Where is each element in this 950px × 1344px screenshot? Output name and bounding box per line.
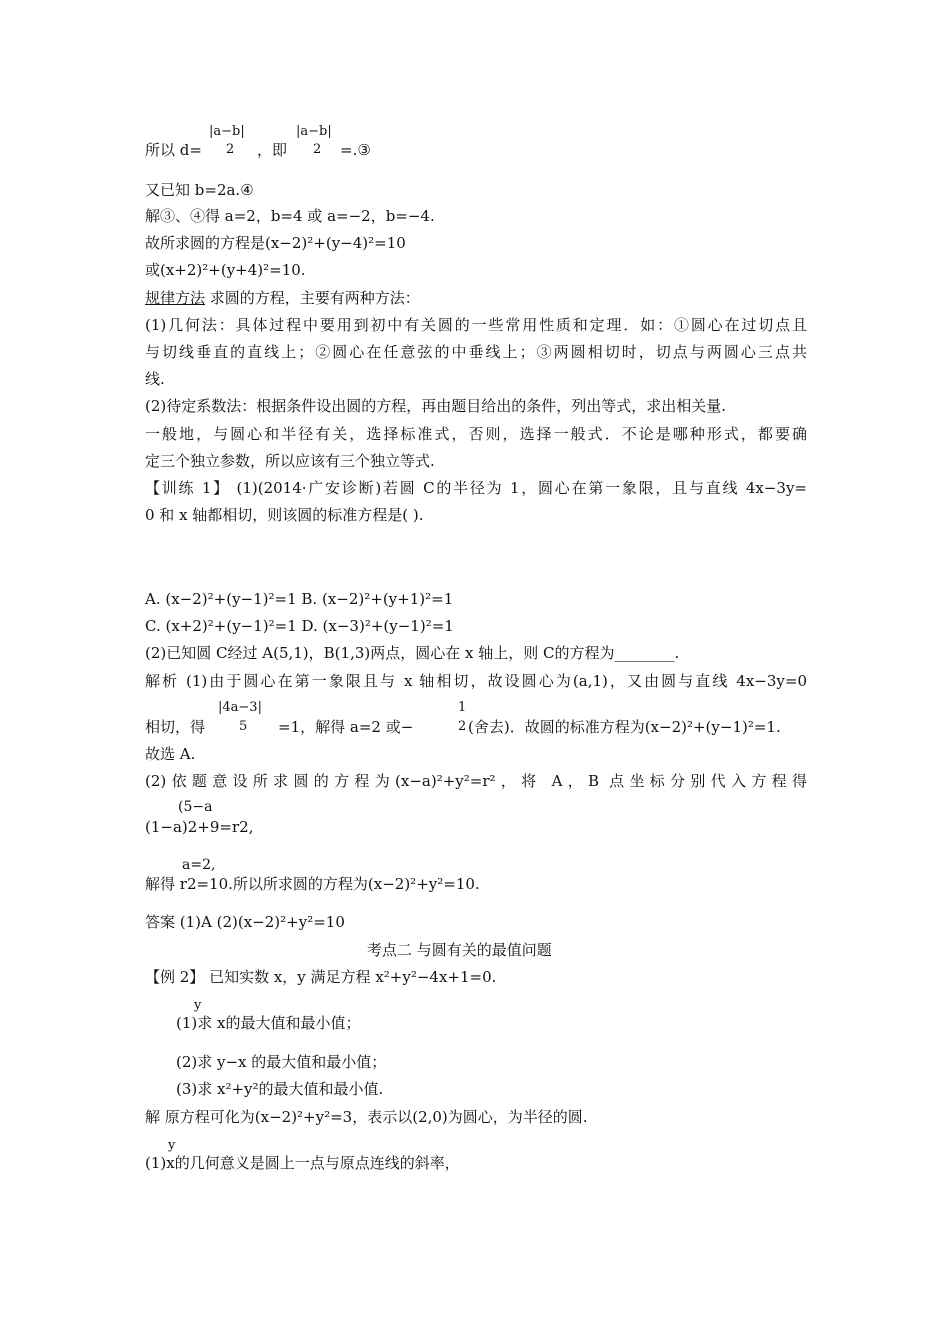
text-line: 线. bbox=[145, 370, 165, 388]
text-line: 与切线垂直的直线上；②圆心在任意弦的中垂线上；③两圆相切时，切点与两圆心三点共 bbox=[145, 343, 807, 361]
text-line: (2)已知圆 C经过 A(5,1)，B(1,3)两点，圆心在 x 轴上，则 C的方程为________. bbox=[145, 644, 680, 662]
method-text: 求圆的方程，主要有两种方法： bbox=[205, 289, 420, 307]
text-line: (1−a)2+9=r2, bbox=[145, 818, 254, 836]
fraction-numerator: |4a−3| bbox=[218, 700, 262, 715]
text-line: 或(x+2)²+(y+4)²=10. bbox=[145, 261, 306, 279]
text-line: 解③、④得 a=2，b=4 或 a=−2，b=−4. bbox=[145, 207, 435, 225]
text-line: 定三个独立参数，所以应该有三个独立等式. bbox=[145, 452, 435, 470]
fraction-numerator: y bbox=[168, 1138, 176, 1153]
text-mid: =1，解得 a=2 或− bbox=[278, 718, 414, 736]
fraction-denominator: 2 bbox=[313, 142, 322, 157]
section-heading: 考点二 与圆有关的最值问题 bbox=[367, 941, 552, 959]
text-line: 故选 A. bbox=[145, 745, 196, 763]
method-label: 规律方法 bbox=[145, 289, 206, 307]
text-prefix: 所以 d= bbox=[145, 141, 202, 159]
text-line: 解得 r2=10.所以所求圆的方程为(x−2)²+y²=10. bbox=[145, 875, 480, 893]
fraction-denominator: 5 bbox=[239, 719, 248, 734]
text-line: (2)依题意设所求圆的方程为(x−a)²+y²=r²，将 A，B 点坐标分别代入方程得 bbox=[145, 772, 807, 790]
text-comma: ，即 bbox=[257, 141, 288, 159]
text-line: 解析 (1)由于圆心在第一象限且与 x 轴相切，故设圆心为(a,1)，又由圆与直线 4x−3y=0 bbox=[145, 672, 807, 690]
text-suffix: (舍去)．故圆的标准方程为(x−2)²+(y−1)²=1. bbox=[468, 718, 781, 736]
example-heading: 【例 2】 已知实数 x，y 满足方程 x²+y²−4x+1=0. bbox=[145, 968, 497, 986]
text-line: (1)x的几何意义是圆上一点与原点连线的斜率， bbox=[145, 1154, 460, 1172]
option-line: A. (x−2)²+(y−1)²=1 B. (x−2)²+(y+1)²=1 bbox=[145, 590, 454, 608]
answer-line: 答案 (1)A (2)(x−2)²+y²=10 bbox=[145, 913, 345, 931]
text-line: 故所求圆的方程是(x−2)²+(y−4)²=10 bbox=[145, 234, 406, 252]
text-line: (2)待定系数法：根据条件设出圆的方程，再由题目给出的条件，列出等式，求出相关量. bbox=[145, 397, 727, 415]
system-top: (5−a bbox=[178, 799, 213, 815]
fraction-denominator: 2 bbox=[458, 719, 467, 734]
fraction-numerator: 1 bbox=[458, 700, 467, 715]
fraction-numerator: |a−b| bbox=[209, 124, 245, 139]
text-prefix: 相切，得 bbox=[145, 718, 206, 736]
fraction-denominator: 2 bbox=[226, 142, 235, 157]
text-line: (1)求 x的最大值和最小值； bbox=[176, 1014, 361, 1032]
option-line: C. (x+2)²+(y−1)²=1 D. (x−3)²+(y−1)²=1 bbox=[145, 617, 454, 635]
system-top: a=2, bbox=[182, 857, 216, 873]
text-line: (2)求 y−x 的最大值和最小值； bbox=[176, 1053, 387, 1071]
text-line: 0 和 x 轴都相切，则该圆的标准方程是( ). bbox=[145, 506, 424, 524]
text-suffix: =.③ bbox=[340, 141, 371, 159]
exercise-heading: 【训练 1】 (1)(2014·广安诊断)若圆 C的半径为 1，圆心在第一象限，且与直线 4x−3y= bbox=[145, 479, 807, 497]
text-line: 一般地，与圆心和半径有关，选择标准式，否则，选择一般式．不论是哪种形式，都要确 bbox=[145, 425, 807, 443]
text-line: 解 原方程可化为(x−2)²+y²=3，表示以(2,0)为圆心，为半径的圆. bbox=[145, 1108, 588, 1126]
text-line: (1)几何法：具体过程中要用到初中有关圆的一些常用性质和定理．如：①圆心在过切点且 bbox=[145, 316, 807, 334]
text-line: 又已知 b=2a.④ bbox=[145, 181, 254, 199]
text-line: (3)求 x²+y²的最大值和最小值. bbox=[176, 1080, 384, 1098]
fraction-numerator: y bbox=[194, 998, 202, 1013]
fraction-numerator: |a−b| bbox=[296, 124, 332, 139]
method-heading bbox=[145, 288, 420, 308]
